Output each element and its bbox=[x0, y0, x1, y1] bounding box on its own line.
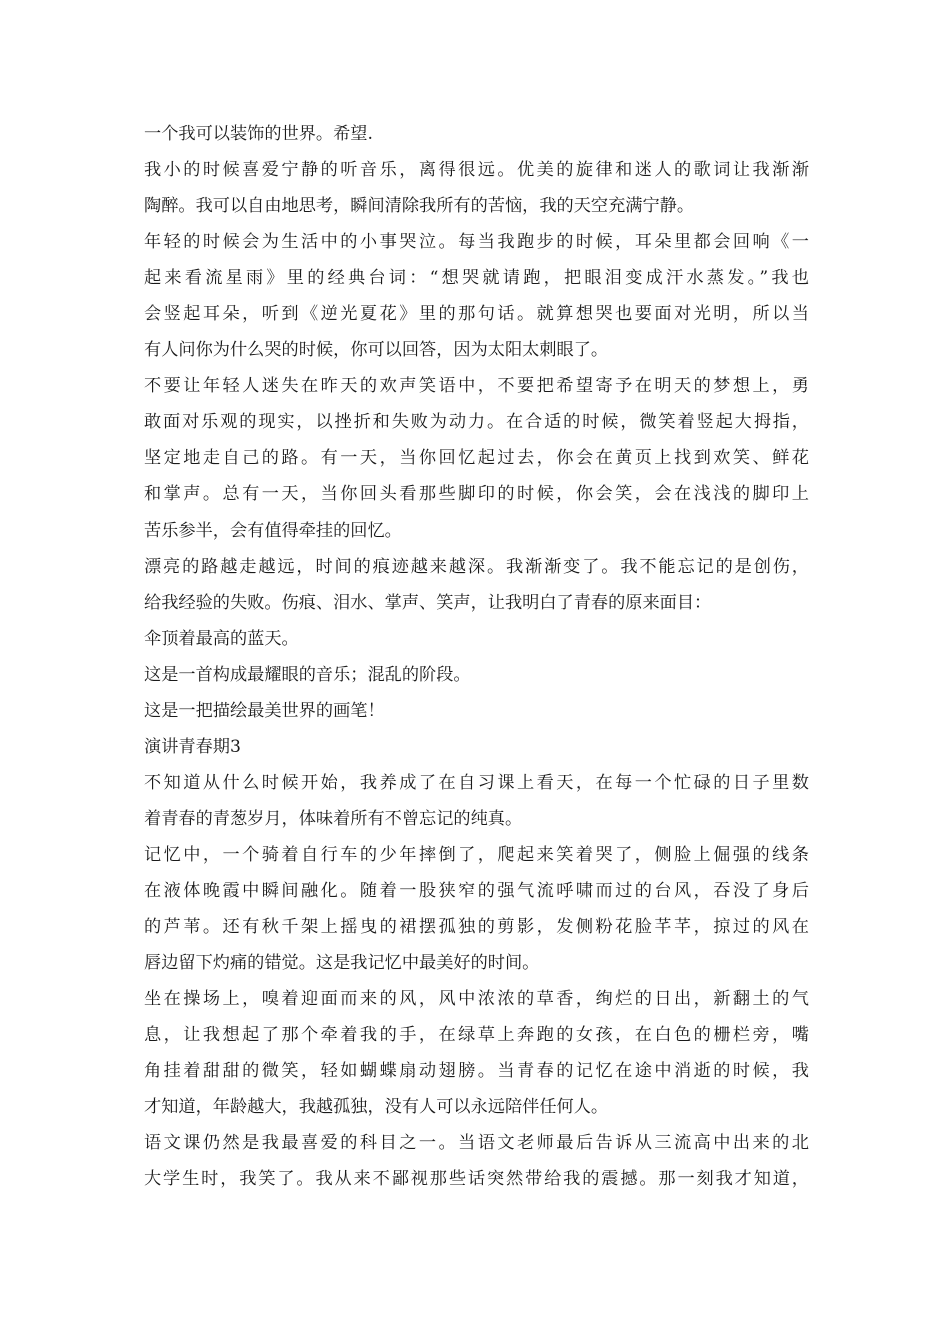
text-line: 和掌声。总有一天，当你回头看那些脚印的时候，你会笑，会在浅浅的脚印上 bbox=[144, 484, 809, 505]
section-heading: 演讲青春期3 bbox=[144, 736, 241, 757]
text-line: 才知道，年龄越大，我越孤独，没有人可以永远陪伴任何人。 bbox=[144, 1097, 609, 1118]
text-line: 在液体晚霞中瞬间融化。随着一股狭窄的强气流呼啸而过的台风，吞没了身后 bbox=[144, 880, 809, 901]
text-line: 息，让我想起了那个牵着我的手，在绿草上奔跑的女孩，在白色的栅栏旁，嘴 bbox=[144, 1025, 809, 1046]
text-line: 记忆中，一个骑着自行车的少年摔倒了，爬起来笑着哭了，侧脸上倔强的线条 bbox=[144, 844, 809, 865]
text-line: 坐在操场上，嗅着迎面而来的风，风中浓浓的草香，绚烂的日出，新翻土的气 bbox=[144, 989, 809, 1010]
text-line: 这是一首构成最耀眼的音乐；混乱的阶段。 bbox=[144, 664, 471, 685]
text-line: 陶醉。我可以自由地思考，瞬间清除我所有的苦恼，我的天空充满宁静。 bbox=[144, 196, 695, 217]
document-body bbox=[144, 116, 809, 1197]
text-line: 我小的时候喜爱宁静的听音乐，离得很远。优美的旋律和迷人的歌词让我渐渐 bbox=[144, 160, 809, 181]
text-line: 这是一把描绘最美世界的画笔！ bbox=[144, 700, 385, 721]
text-line: 会竖起耳朵，听到《逆光夏花》里的那句话。就算想哭也要面对光明，所以当 bbox=[144, 304, 809, 325]
text-line: 给我经验的失败。伤痕、泪水、掌声、笑声，让我明白了青春的原来面目： bbox=[144, 592, 712, 613]
text-line: 角挂着甜甜的微笑，轻如蝴蝶扇动翅膀。当青春的记忆在途中消逝的时候，我 bbox=[144, 1061, 809, 1082]
text-line: 一个我可以装饰的世界。希望. bbox=[144, 124, 373, 144]
text-line: 不要让年轻人迷失在昨天的欢声笑语中，不要把希望寄予在明天的梦想上，勇 bbox=[144, 376, 809, 397]
text-line: 敢面对乐观的现实，以挫折和失败为动力。在合适的时候，微笑着竖起大拇指， bbox=[144, 412, 809, 433]
text-line: 起来看流星雨》里的经典台词：“想哭就请跑，把眼泪变成汗水蒸发。”我也 bbox=[144, 268, 809, 289]
text-line: 语文课仍然是我最喜爱的科目之一。当语文老师最后告诉从三流高中出来的北 bbox=[144, 1133, 809, 1154]
text-line: 坚定地走自己的路。有一天，当你回忆起过去，你会在黄页上找到欢笑、鲜花 bbox=[144, 448, 809, 469]
text-line: 唇边留下灼痛的错觉。这是我记忆中最美好的时间。 bbox=[144, 953, 540, 974]
text-line: 有人问你为什么哭的时候，你可以回答，因为太阳太刺眼了。 bbox=[144, 340, 609, 361]
text-line: 不知道从什么时候开始，我养成了在自习课上看天，在每一个忙碌的日子里数 bbox=[144, 772, 809, 793]
text-line: 年轻的时候会为生活中的小事哭泣。每当我跑步的时候，耳朵里都会回响《一 bbox=[144, 232, 809, 253]
text-line: 着青春的青葱岁月，体味着所有不曾忘记的纯真。 bbox=[144, 808, 523, 829]
text-line: 的芦苇。还有秋千架上摇曳的裙摆孤独的剪影，发侧粉花脸芊芊，掠过的风在 bbox=[144, 917, 809, 938]
text-line: 漂亮的路越走越远，时间的痕迹越来越深。我渐渐变了。我不能忘记的是创伤， bbox=[144, 556, 809, 577]
text-line: 伞顶着最高的蓝天。 bbox=[144, 628, 299, 649]
text-line: 大学生时，我笑了。我从来不鄙视那些话突然带给我的震撼。那一刻我才知道， bbox=[144, 1169, 809, 1190]
text-line: 苦乐参半，会有值得牵挂的回忆。 bbox=[144, 520, 402, 541]
